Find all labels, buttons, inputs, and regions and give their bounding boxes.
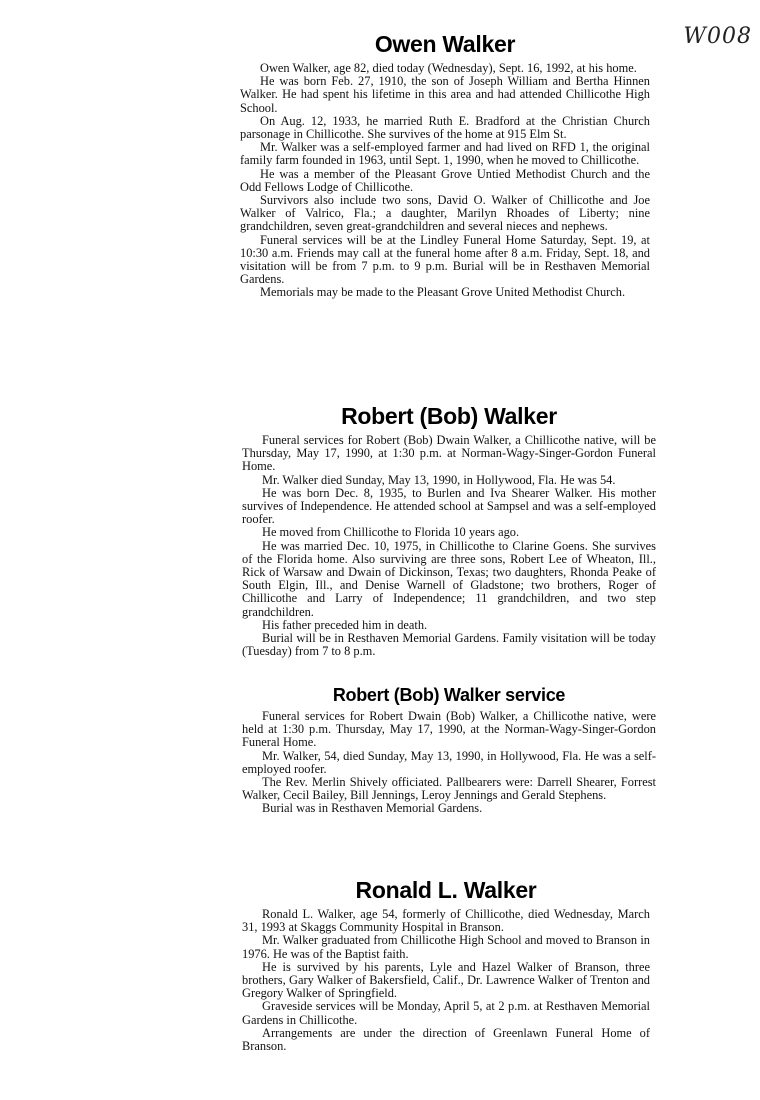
obituary-paragraph: Funeral services for Robert Dwain (Bob) Walker, a Chillicothe native, were held at 1:30 p.m. Thursday, May 17, 1990, at the Norman-Wagy-Singer-Gordon Funeral Home. [242,709,656,750]
obituary-paragraph: Mr. Walker graduated from Chillicothe High School and moved to Branson in 1976. He was of the Baptist faith. [242,933,650,961]
obituary-paragraph: Memorials may be made to the Pleasant Grove United Methodist Church. [260,285,626,300]
obituary-heading: Owen Walker [374,31,516,57]
obituary-paragraph: Mr. Walker was a self-employed farmer and had lived on RFD 1, the original family farm founded in 1963, until Sept. 1, 1990, when he moved to Chillicothe. [240,140,650,168]
obituary-heading: Robert (Bob) Walker [341,403,557,429]
obituary-paragraph: He was a member of the Pleasant Grove Untied Methodist Church and the Odd Fellows Lodge of Chillicothe. [240,166,650,194]
obituary-paragraph: Graveside services will be Monday, April 5, at 2 p.m. at Resthaven Memorial Gardens in Chillicothe. [242,999,650,1027]
obituary-paragraph: On Aug. 12, 1933, he married Ruth E. Bradford at the Christian Church parsonage in Chillicothe. She survives of the home at 915 Elm St. [240,113,650,142]
obituary-paragraph: He is survived by his parents, Lyle and Hazel Walker of Branson, three brothers, Gary Walker of Bakersfield, Calif., Dr. Lawrence Walker of Trenton and Gregory Walker of Springfield. [242,959,650,1001]
obituary-paragraph: Survivors also include two sons, David O. Walker of Chillicothe and Joe Walker of Valrico, Fla.; a daughter, Marilyn Rhoades of Liberty; nine grandchildren, seven great-grandchildren and several nieces and nephews. [240,193,650,234]
obituary-paragraph: Burial was in Resthaven Memorial Gardens. [262,801,483,816]
obituary-robert-bob-walker [242,402,656,658]
obituary-paragraph: Funeral services for Robert (Bob) Dwain Walker, a Chillicothe native, will be Thursday, May 17, 1990, at 1:30 p.m. at Norman-Wagy-Singer-Gordon Funeral Home. [242,433,656,474]
handwritten-file-code: W008 [683,24,752,49]
obituary-paragraph: Arrangements are under the direction of Greenlawn Funeral Home of Branson. [242,1025,650,1054]
obituary-heading: Robert (Bob) Walker service [332,685,566,705]
obituary-heading: Ronald L. Walker [355,877,537,903]
obituary-paragraph: Mr. Walker died Sunday, May 13, 1990, in Hollywood, Fla. He was 54. [262,472,616,487]
obituary-owen-walker [240,30,650,300]
obituary-paragraph: He moved from Chillicothe to Florida 10 years ago. [262,525,520,540]
obituary-paragraph: Ronald L. Walker, age 54, formerly of Chillicothe, died Wednesday, March 31, 1993 at Skaggs Community Hospital in Branson. [242,907,650,935]
obituary-paragraph: The Rev. Merlin Shively officiated. Pallbearers were: Darrell Shearer, Forrest Walker, Cecil Bailey, Bill Jennings, Leroy Jennings and Gerald Stephens. [242,775,656,803]
obituary-paragraph: He was born Feb. 27, 1910, the son of Joseph William and Bertha Hinnen Walker. He had spent his lifetime in this area and had attended Chillicothe High School. [240,74,650,115]
obituary-paragraph: Funeral services will be at the Lindley Funeral Home Saturday, Sept. 19, at 10:30 a.m. Friends may call at the funeral home after 8 a.m. Friday, Sept. 18, and visitation will be from 7 p.m. to 9 p.m. Burial will be in Resthaven Memorial Gardens. [240,232,650,287]
obituary-robert-bob-walker-service [242,684,656,816]
obituary-paragraph: His father preceded him in death. [262,617,428,632]
obituary-paragraph: Mr. Walker, 54, died Sunday, May 13, 1990, in Hollywood, Fla. He was a self-employed roofer. [242,748,656,776]
obituary-paragraph: Owen Walker, age 82, died today (Wednesday), Sept. 16, 1992, at his home. [260,61,637,75]
obituary-paragraph: Burial will be in Resthaven Memorial Gardens. Family visitation will be today (Tuesday) from 7 to 8 p.m. [242,631,656,659]
obituary-ronald-l-walker [242,876,650,1053]
obituary-paragraph: He was born Dec. 8, 1935, to Burlen and Iva Shearer Walker. His mother survives of Independence. He attended school at Sampsel and was a self-employed roofer. [242,485,656,527]
obituary-paragraph: He was married Dec. 10, 1975, in Chillicothe to Clarine Goens. She survives of the Florida home. Also surviving are three sons, Robert Lee of Wheaton, Ill., Rick of Warsaw and Dwain of Dickinson, Texas; two daughters, Rhonda Peake of South Elgin, Ill., and Denise Warnell of Gladstone; two brothers, Roger of Chillicothe and Larry of Independence; 11 grandchildren, and two step grandchildren. [242,538,656,619]
